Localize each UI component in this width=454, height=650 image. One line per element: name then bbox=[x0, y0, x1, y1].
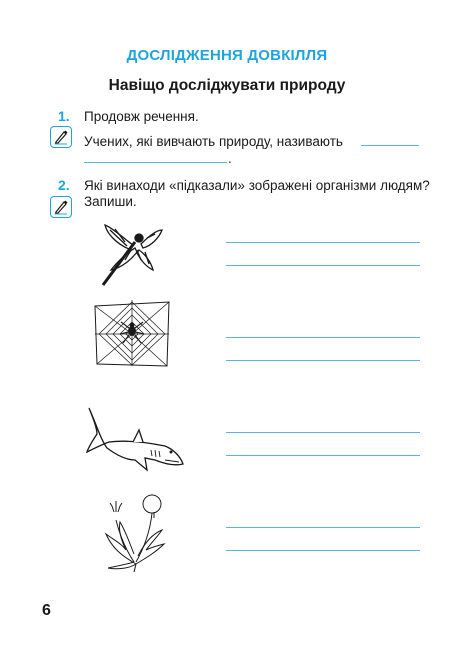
answer-line[interactable] bbox=[226, 360, 420, 361]
answer-line[interactable] bbox=[226, 432, 420, 433]
answer-line[interactable] bbox=[226, 265, 420, 266]
answer-line[interactable] bbox=[361, 145, 419, 146]
section-title: ДОСЛІДЖЕННЯ ДОВКІЛЛЯ bbox=[126, 47, 328, 64]
pencil-icon bbox=[50, 126, 72, 148]
pencil-icon bbox=[50, 196, 72, 218]
dandelion-icon bbox=[100, 492, 172, 579]
task-1-sentence: Учених, які вивчають природу, називають bbox=[84, 134, 343, 149]
lesson-title: Навіщо досліджувати природу bbox=[108, 77, 346, 94]
task-2-number: 2. bbox=[58, 177, 70, 193]
answer-line[interactable] bbox=[226, 527, 420, 528]
answer-line[interactable] bbox=[84, 162, 227, 163]
shark-icon bbox=[85, 402, 185, 479]
sentence-period: . bbox=[228, 151, 232, 166]
answer-line[interactable] bbox=[226, 455, 420, 456]
task-1-number: 1. bbox=[58, 108, 70, 124]
page-number: 6 bbox=[42, 602, 51, 619]
answer-line[interactable] bbox=[226, 337, 420, 338]
answer-line[interactable] bbox=[226, 550, 420, 551]
dragonfly-icon bbox=[95, 220, 165, 295]
task-2-question: Які винаходи «підказали» зображені організми людям? bbox=[84, 178, 430, 193]
spider-web-icon bbox=[93, 298, 171, 375]
task-2-question-cont: Запиши. bbox=[84, 194, 137, 209]
answer-line[interactable] bbox=[226, 242, 420, 243]
task-1-instruction: Продовж речення. bbox=[84, 109, 199, 124]
